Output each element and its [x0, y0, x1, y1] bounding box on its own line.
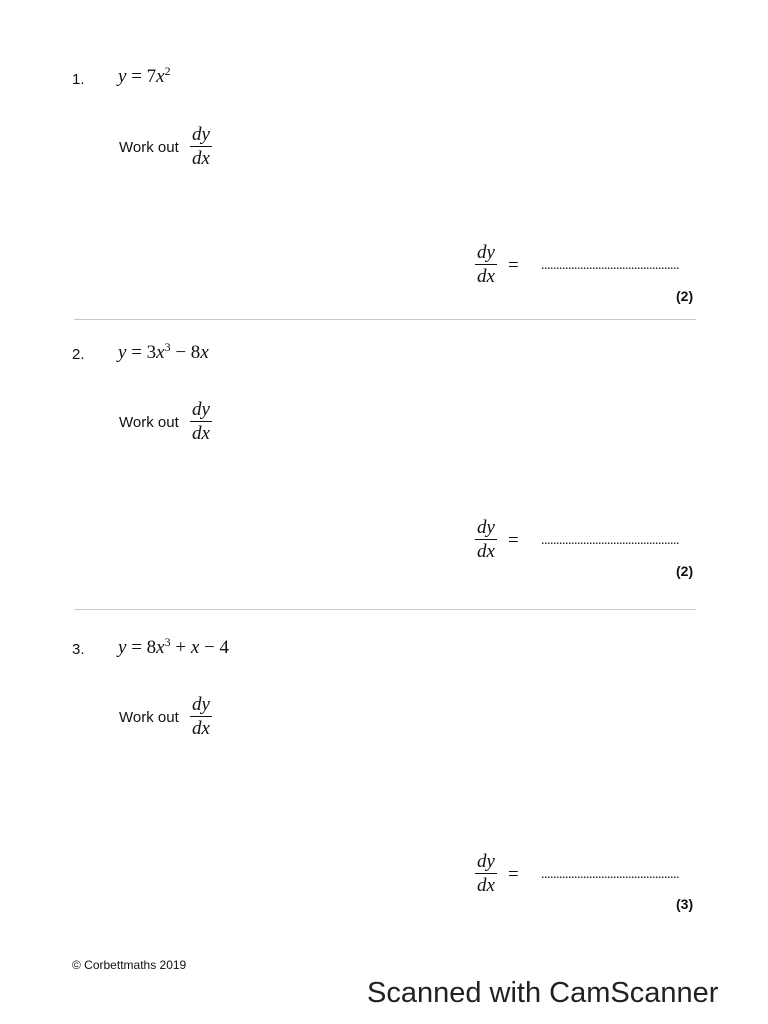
answer-derivative-fraction: dy dx	[477, 517, 495, 562]
answer-equals: =	[508, 530, 519, 551]
camscanner-watermark: Scanned with CamScanner	[367, 977, 719, 1009]
answer-derivative-fraction: dy dx	[477, 242, 495, 287]
question-equation: $y = 7x^2$	[118, 64, 171, 87]
question-number: 3.	[72, 641, 85, 658]
derivative-fraction: dy dx	[192, 694, 210, 739]
work-out-prompt: Work out	[119, 139, 179, 156]
marks: (2)	[676, 288, 694, 304]
answer-line[interactable]: ..............................................	[541, 258, 679, 273]
answer-line[interactable]: ..............................................	[541, 867, 679, 882]
copyright-footer: © Corbettmaths 2019	[72, 958, 187, 972]
question-equation: $y = 8x^3 + x - 4$	[118, 635, 229, 658]
question-equation: $y = 3x^3 - 8x$	[118, 340, 209, 363]
derivative-fraction: dy dx	[192, 124, 210, 169]
derivative-fraction: dy dx	[192, 399, 210, 444]
marks: (2)	[676, 563, 694, 579]
answer-equals: =	[508, 255, 519, 276]
question-number: 1.	[72, 71, 85, 88]
work-out-prompt: Work out	[119, 414, 179, 431]
answer-equals: =	[508, 864, 519, 885]
answer-line[interactable]: ..............................................	[541, 533, 679, 548]
work-out-prompt: Work out	[119, 709, 179, 726]
divider	[74, 609, 696, 610]
question-number: 2.	[72, 346, 85, 363]
divider	[74, 319, 696, 320]
answer-derivative-fraction: dy dx	[477, 851, 495, 896]
marks: (3)	[676, 896, 694, 912]
